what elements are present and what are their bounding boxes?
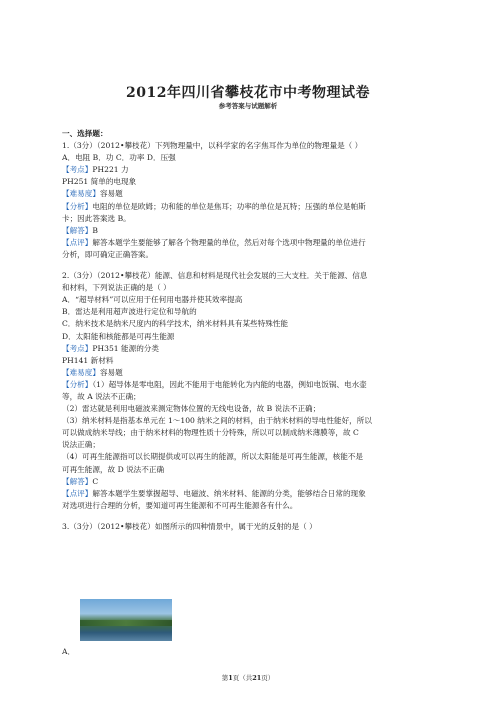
question-2-fenxi-2: 等，故 A 说法不正确； [62, 391, 141, 401]
question-2-fenxi-7: （4）可再生能源指可以长期提供或可以再生的能源，所以太阳能是可再生能源，核能不是 [62, 452, 363, 462]
question-2-fenxi [62, 379, 440, 391]
footer-prefix: 第 [221, 674, 229, 682]
footer-suffix: 页） [261, 674, 275, 682]
footer-page-number: 1 [228, 674, 233, 682]
question-1-nandu [62, 188, 440, 200]
jieda-label: 【解答】 [62, 476, 93, 486]
fenxi-text: 电阻的单位是欧姆；功和能的单位是焦耳；功率的单位是瓦特；压强的单位是帕斯 [92, 201, 366, 211]
question-2-fenxi-4: （3）纳米材料是指基本单元在 1～100 纳米之间的材料，由于纳米材料的导电性能好，所以 [62, 416, 372, 426]
question-1-kaodian [62, 164, 440, 176]
question-1-dianping-cont: 分析，即可确定正确答案。 [62, 249, 154, 259]
question-2-fenxi-8: 可再生能源，故 D 说法不正确 [62, 464, 165, 474]
fenxi-text: （1）超导体是零电阻，因此不能用于电能转化为内能的电器，例如电饭锅、电水壶 [92, 379, 367, 389]
kaodian-label: 【考点】 [62, 343, 93, 353]
jieda-label: 【解答】 [62, 225, 93, 235]
question-2-fenxi-6: 说法正确； [62, 440, 100, 450]
question-2-fenxi-3: （2）雷达就是利用电磁波来测定物体位置的无线电设备，故 B 说法不正确； [62, 404, 321, 414]
document-body [62, 124, 440, 533]
question-2-option-a: A．“超导材料”可以应用于任何用电器并使其效率提高 [62, 295, 243, 305]
question-2-option-b: B．雷达是利用超声波进行定位和导航的 [62, 307, 197, 317]
footer-total-pages: 21 [252, 674, 262, 682]
question-2-fenxi-5: 可以做成纳米导线；由于纳米材料的物理性质十分特殊，所以可以制成纳米薄膜等，故 C [62, 428, 359, 438]
nandu-text: 容易题 [99, 189, 123, 199]
fenxi-label: 【分析】 [62, 201, 93, 211]
question-1-dianping [62, 237, 440, 249]
spacer [62, 261, 440, 270]
question-2-stem: 2.（3分）（2012•攀枝花）能源、信息和材料是现代社会发展的三大支柱．关于能源、信息 [62, 271, 368, 281]
question-3-stem: 3.（3分）（2012•攀枝花）如图所示的四种情景中，属于光的反射的是（ ） [62, 521, 317, 531]
question-1-fenxi-cont: 卡；因此答案选 B。 [62, 213, 131, 223]
nandu-text: 容易题 [99, 367, 123, 377]
question-1-options: A．电阻 B．功 C．功率 D．压强 [62, 153, 176, 163]
jieda-text: C [92, 476, 99, 486]
question-2-option-d: D．太阳能和核能都是可再生能源 [62, 331, 175, 341]
page-title: 2012年四川省攀枝花市中考物理试卷 [126, 85, 370, 101]
footer-middle: 页（共 [232, 674, 253, 682]
dianping-label: 【点评】 [62, 488, 93, 498]
question-2-jieda [62, 476, 440, 488]
question-1-stem: 1.（3分）（2012•攀枝花）下列物理量中，以科学家的名字焦耳作为单位的物理量是（ ） [62, 141, 363, 151]
question-1-ph: PH251 简单的电现象 [62, 177, 137, 187]
kaodian-label: 【考点】 [62, 165, 93, 175]
question-2-option-c: C．纳米技术是纳米尺度内的科学技术，纳米材料具有某些特殊性能 [62, 319, 289, 329]
question-1-fenxi [62, 201, 440, 213]
dianping-label: 【点评】 [62, 237, 93, 247]
fenxi-label: 【分析】 [62, 379, 93, 389]
spacer [62, 512, 440, 521]
dianping-text: 解答本题学生要掌握超导、电磁波、纳米材料、能源的分类，能够结合日常的现象 [92, 488, 366, 498]
treeline-shape [80, 620, 172, 626]
page-subtitle: 参考答案与试题解析 [218, 102, 278, 110]
section-heading: 一、选择题： [62, 129, 108, 138]
dianping-text: 解答本题学生要能够了解各个物理量的单位，然后对每个选项中物理量的单位进行 [92, 237, 366, 247]
question-2-dianping [62, 488, 440, 500]
question-2-nandu [62, 367, 440, 379]
question-3-option-a: A． [62, 647, 76, 656]
nandu-label: 【难易度】 [62, 367, 100, 377]
kaodian-text: PH351 能源的分类 [92, 343, 159, 353]
page-footer [0, 673, 496, 682]
nandu-label: 【难易度】 [62, 189, 100, 199]
question-2-dianping-cont: 对选项进行合理的分析，要知道可再生能源和不可再生能源各有什么。 [62, 500, 298, 510]
kaodian-text: PH221 力 [92, 165, 129, 175]
jieda-text: B [92, 225, 98, 235]
question-1-jieda [62, 225, 440, 237]
lake-reflection-image [80, 599, 172, 641]
question-2-kaodian [62, 343, 440, 355]
question-2-ph: PH141 新材料 [62, 355, 114, 365]
question-2-stem-cont: 和材料，下列说法正确的是（ ） [62, 283, 171, 293]
